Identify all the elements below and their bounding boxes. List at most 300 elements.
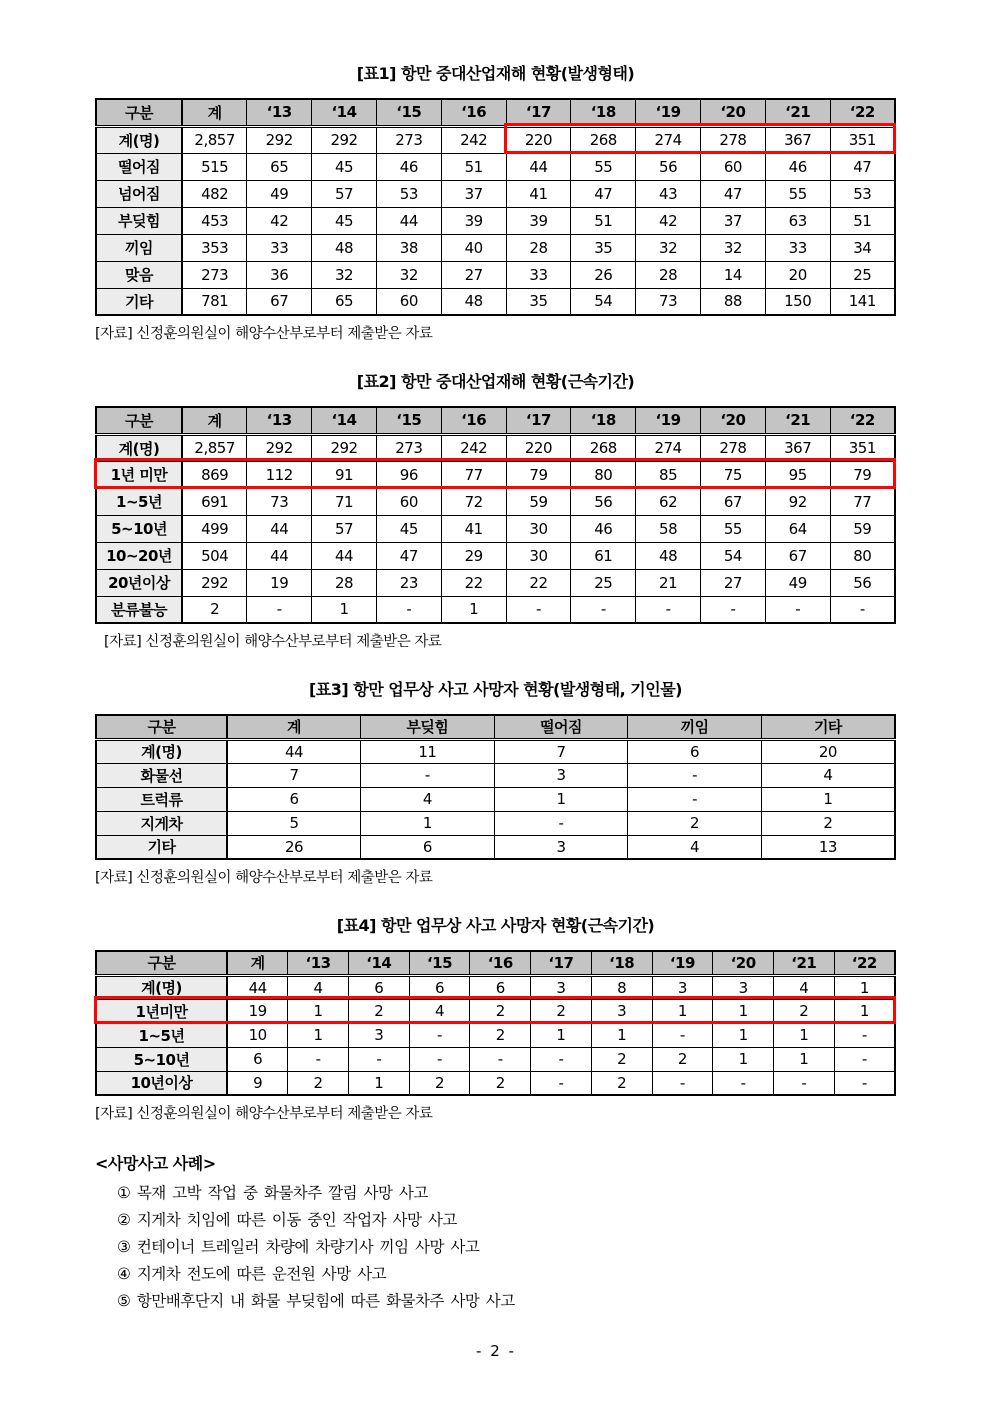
row-label: 기타 <box>96 288 182 315</box>
cell: 1 <box>494 787 628 811</box>
cell: 274 <box>636 126 701 153</box>
column-header: ‘21 <box>765 99 830 126</box>
case-item: ④ 지게차 전도에 따른 운전원 사망 사고 <box>117 1265 387 1283</box>
cell: 35 <box>571 234 636 261</box>
column-header: ‘17 <box>506 407 571 434</box>
cell: 48 <box>312 234 377 261</box>
column-header: ‘14 <box>312 407 377 434</box>
cell: - <box>506 596 571 623</box>
column-header: ‘22 <box>834 951 895 975</box>
column-header: ‘16 <box>470 951 531 975</box>
cell: 51 <box>441 153 506 180</box>
cell: 41 <box>506 180 571 207</box>
cell: 14 <box>701 261 766 288</box>
corner-header: 구분 <box>96 715 227 739</box>
cell: 6 <box>470 975 531 999</box>
cell: 4 <box>628 835 762 859</box>
cell: 54 <box>571 288 636 315</box>
cell: - <box>834 1047 895 1071</box>
page-number: - 2 - <box>476 1342 516 1360</box>
cell: 42 <box>247 207 312 234</box>
cell: - <box>247 596 312 623</box>
cell: 47 <box>830 153 895 180</box>
cell: 46 <box>765 153 830 180</box>
cell: 26 <box>227 835 361 859</box>
data-source-note: [자료] 신정훈의원실이 해양수산부로부터 제출받은 자료 <box>95 870 433 886</box>
cell: 220 <box>506 434 571 461</box>
cell: 3 <box>713 975 774 999</box>
cell: 23 <box>376 569 441 596</box>
row-label: 분류불능 <box>96 596 182 623</box>
cell: - <box>773 1071 834 1095</box>
cell: 37 <box>701 207 766 234</box>
cell: 2 <box>288 1071 349 1095</box>
table-row <box>96 596 895 623</box>
cell: 1 <box>348 1071 409 1095</box>
table-row <box>96 126 895 153</box>
row-label: 10~20년 <box>96 542 182 569</box>
column-header: ‘19 <box>652 951 713 975</box>
cell: 6 <box>227 1047 288 1071</box>
cell: 3 <box>591 999 652 1023</box>
cell: 2 <box>470 1023 531 1047</box>
case-item: ② 지게차 치임에 따른 이동 중인 작업자 사망 사고 <box>117 1211 457 1229</box>
cell: 54 <box>701 542 766 569</box>
column-header: ‘18 <box>571 99 636 126</box>
cell: 96 <box>376 461 441 488</box>
row-label: 20년이상 <box>96 569 182 596</box>
cell: 8 <box>591 975 652 999</box>
cell: 278 <box>701 434 766 461</box>
cell: 11 <box>361 739 495 763</box>
column-header: 계 <box>182 407 247 434</box>
document-content <box>95 64 896 1315</box>
row-label: 10년이상 <box>96 1071 227 1095</box>
column-header: ‘17 <box>506 99 571 126</box>
cell: 92 <box>765 488 830 515</box>
row-label: 5~10년 <box>96 515 182 542</box>
table2-section <box>95 372 896 652</box>
table-row <box>96 288 895 315</box>
table1-wrap <box>95 98 896 316</box>
row-label: 5~10년 <box>96 1047 227 1071</box>
case-item: ③ 컨테이너 트레일러 차량에 차량기사 끼임 사망 사고 <box>117 1238 480 1256</box>
cell: 2 <box>652 1047 713 1071</box>
cell: 53 <box>376 180 441 207</box>
cell: 4 <box>361 787 495 811</box>
row-label: 1~5년 <box>96 488 182 515</box>
cell: 242 <box>441 434 506 461</box>
column-header: ‘18 <box>591 951 652 975</box>
cell: 63 <box>765 207 830 234</box>
cell: - <box>652 1023 713 1047</box>
cell: - <box>571 596 636 623</box>
cell: 292 <box>312 434 377 461</box>
cell: 37 <box>441 180 506 207</box>
cell: 292 <box>312 126 377 153</box>
row-label: 맞음 <box>96 261 182 288</box>
cell: 499 <box>182 515 247 542</box>
column-header: ‘15 <box>409 951 470 975</box>
cell: 48 <box>441 288 506 315</box>
cell: 28 <box>312 569 377 596</box>
cell: - <box>628 787 762 811</box>
cell: 45 <box>312 153 377 180</box>
cell: - <box>470 1047 531 1071</box>
cell: 58 <box>636 515 701 542</box>
cell: 47 <box>701 180 766 207</box>
cell: 73 <box>247 488 312 515</box>
table-row <box>96 1023 895 1047</box>
cell: 268 <box>571 126 636 153</box>
cell: 56 <box>636 153 701 180</box>
cell: 32 <box>701 234 766 261</box>
cell: 29 <box>441 542 506 569</box>
column-header: ‘20 <box>701 407 766 434</box>
cell: 33 <box>247 234 312 261</box>
table-row <box>96 488 895 515</box>
table3-port-work-deaths-by-type-agent <box>95 714 896 860</box>
cell: - <box>494 811 628 835</box>
cell: 55 <box>765 180 830 207</box>
cell: 274 <box>636 434 701 461</box>
row-label: 1년 미만 <box>96 461 182 488</box>
table-row <box>96 515 895 542</box>
cell: 1 <box>361 811 495 835</box>
cell: 47 <box>376 542 441 569</box>
cell: - <box>765 596 830 623</box>
cell: 4 <box>773 975 834 999</box>
table-row <box>96 434 895 461</box>
table-row <box>96 835 895 859</box>
cell: 2,857 <box>182 434 247 461</box>
cell: 45 <box>376 515 441 542</box>
cell: 30 <box>506 515 571 542</box>
table-row <box>96 461 895 488</box>
table4-title: [표4] 항만 업무상 사고 사망자 현황(근속기간) <box>336 916 655 935</box>
column-header: ‘19 <box>636 99 701 126</box>
cell: 61 <box>571 542 636 569</box>
cell: 3 <box>494 835 628 859</box>
cell: 353 <box>182 234 247 261</box>
cell: 79 <box>506 461 571 488</box>
cell: 60 <box>376 288 441 315</box>
column-header: 부딪힘 <box>361 715 495 739</box>
cell: 273 <box>376 434 441 461</box>
cell: 367 <box>765 126 830 153</box>
row-label: 트럭류 <box>96 787 227 811</box>
cell: 60 <box>701 153 766 180</box>
cell: 33 <box>506 261 571 288</box>
column-header: ‘15 <box>376 99 441 126</box>
cell: 1 <box>761 787 895 811</box>
column-header: 끼임 <box>628 715 762 739</box>
cell: 44 <box>227 739 361 763</box>
cell: 72 <box>441 488 506 515</box>
cell: 39 <box>506 207 571 234</box>
cell: 13 <box>761 835 895 859</box>
cell: 22 <box>506 569 571 596</box>
cell: 1 <box>652 999 713 1023</box>
table2-title: [표2] 항만 중대산업재해 현황(근속기간) <box>356 372 635 391</box>
cell: 33 <box>765 234 830 261</box>
table-row <box>96 975 895 999</box>
cell: 85 <box>636 461 701 488</box>
cell: 1 <box>713 1047 774 1071</box>
cell: 53 <box>830 180 895 207</box>
column-header: ‘20 <box>713 951 774 975</box>
cell: - <box>636 596 701 623</box>
cell: 56 <box>830 569 895 596</box>
table-row <box>96 739 895 763</box>
cell: 7 <box>227 763 361 787</box>
cell: 453 <box>182 207 247 234</box>
cell: 80 <box>571 461 636 488</box>
cell: 112 <box>247 461 312 488</box>
cell: 67 <box>765 542 830 569</box>
cell: 292 <box>247 126 312 153</box>
cell: 28 <box>506 234 571 261</box>
cell: 59 <box>830 515 895 542</box>
table-row <box>96 569 895 596</box>
cell: 1 <box>591 1023 652 1047</box>
data-source-note: [자료] 신정훈의원실이 해양수산부로부터 제출받은 자료 <box>95 326 433 342</box>
cell: - <box>830 596 895 623</box>
cell: 44 <box>247 515 312 542</box>
table-row <box>96 542 895 569</box>
cell: 19 <box>227 999 288 1023</box>
cell: 1 <box>441 596 506 623</box>
table1-port-accidents-by-type <box>95 98 896 316</box>
cell: - <box>628 763 762 787</box>
table4-section <box>95 916 896 1124</box>
cell: 2 <box>470 999 531 1023</box>
cell: 242 <box>441 126 506 153</box>
cell: 46 <box>571 515 636 542</box>
cell: - <box>409 1023 470 1047</box>
death-cases-section <box>95 1152 896 1315</box>
cell: 367 <box>765 434 830 461</box>
cell: 273 <box>376 126 441 153</box>
column-header: 떨어짐 <box>494 715 628 739</box>
cell: 77 <box>830 488 895 515</box>
column-header: 계 <box>227 951 288 975</box>
cell: 44 <box>506 153 571 180</box>
column-header: ‘21 <box>765 407 830 434</box>
cell: 34 <box>830 234 895 261</box>
cell: 504 <box>182 542 247 569</box>
cell: 25 <box>830 261 895 288</box>
column-header: ‘13 <box>288 951 349 975</box>
cell: 2 <box>348 999 409 1023</box>
column-header: 기타 <box>761 715 895 739</box>
cell: 88 <box>701 288 766 315</box>
cell: 80 <box>830 542 895 569</box>
cell: 42 <box>636 207 701 234</box>
cell: 9 <box>227 1071 288 1095</box>
cell: 27 <box>441 261 506 288</box>
table-row <box>96 261 895 288</box>
cell: 57 <box>312 180 377 207</box>
cell: - <box>361 763 495 787</box>
table3-wrap <box>95 714 896 860</box>
cell: 32 <box>376 261 441 288</box>
column-header: ‘20 <box>701 99 766 126</box>
column-header: ‘13 <box>247 407 312 434</box>
cell: 65 <box>312 288 377 315</box>
row-label: 화물선 <box>96 763 227 787</box>
cell: 6 <box>348 975 409 999</box>
row-label: 1년미만 <box>96 999 227 1023</box>
table3-section <box>95 680 896 888</box>
cell: - <box>409 1047 470 1071</box>
cell: 1 <box>834 999 895 1023</box>
row-label: 계(명) <box>96 975 227 999</box>
column-header: ‘16 <box>441 407 506 434</box>
cell: 46 <box>376 153 441 180</box>
cell: 1 <box>531 1023 592 1047</box>
column-header: ‘14 <box>312 99 377 126</box>
cell: 57 <box>312 515 377 542</box>
cell: 40 <box>441 234 506 261</box>
column-header: ‘17 <box>531 951 592 975</box>
cell: - <box>713 1071 774 1095</box>
cell: 1 <box>773 1047 834 1071</box>
cell: 38 <box>376 234 441 261</box>
cell: 56 <box>571 488 636 515</box>
table-row <box>96 999 895 1023</box>
cell: 20 <box>761 739 895 763</box>
cell: 36 <box>247 261 312 288</box>
cell: 32 <box>312 261 377 288</box>
table-row <box>96 763 895 787</box>
cell: - <box>834 1071 895 1095</box>
column-header: ‘18 <box>571 407 636 434</box>
cell: - <box>701 596 766 623</box>
cell: 95 <box>765 461 830 488</box>
cell: 64 <box>765 515 830 542</box>
cell: 5 <box>227 811 361 835</box>
cell: 45 <box>312 207 377 234</box>
cell: 32 <box>636 234 701 261</box>
column-header: 계 <box>227 715 361 739</box>
cell: - <box>834 1023 895 1047</box>
cell: 44 <box>376 207 441 234</box>
cell: - <box>652 1071 713 1095</box>
column-header: ‘16 <box>441 99 506 126</box>
cell: 1 <box>834 975 895 999</box>
cell: 51 <box>571 207 636 234</box>
column-header: ‘14 <box>348 951 409 975</box>
table1-title: [표1] 항만 중대산업재해 현황(발생형태) <box>356 64 635 83</box>
cell: 55 <box>571 153 636 180</box>
table-row <box>96 153 895 180</box>
cell: 65 <box>247 153 312 180</box>
cell: 60 <box>376 488 441 515</box>
cell: 3 <box>652 975 713 999</box>
corner-header: 구분 <box>96 951 227 975</box>
table-row <box>96 180 895 207</box>
cell: 41 <box>441 515 506 542</box>
table3-title: [표3] 항만 업무상 사고 사망자 현황(발생형태, 기인물) <box>308 680 682 699</box>
column-header: 계 <box>182 99 247 126</box>
cell: 4 <box>288 975 349 999</box>
cell: 39 <box>441 207 506 234</box>
data-source-note: [자료] 신정훈의원실이 해양수산부로부터 제출받은 자료 <box>104 634 442 650</box>
cell: 1 <box>288 999 349 1023</box>
cell: 292 <box>182 569 247 596</box>
cell: 91 <box>312 461 377 488</box>
cell: 1 <box>288 1023 349 1047</box>
row-label: 계(명) <box>96 126 182 153</box>
cell: 51 <box>830 207 895 234</box>
column-header: ‘22 <box>830 407 895 434</box>
table-row <box>96 1047 895 1071</box>
cell: 781 <box>182 288 247 315</box>
column-header: ‘15 <box>376 407 441 434</box>
cell: 3 <box>348 1023 409 1047</box>
cell: 3 <box>494 763 628 787</box>
table4-port-work-deaths-by-tenure <box>95 950 896 1096</box>
table-row <box>96 1071 895 1095</box>
cell: 26 <box>571 261 636 288</box>
cell: 4 <box>761 763 895 787</box>
cell: 6 <box>227 787 361 811</box>
column-header: ‘22 <box>830 99 895 126</box>
cell: 49 <box>765 569 830 596</box>
cell: 44 <box>312 542 377 569</box>
cell: 19 <box>247 569 312 596</box>
row-label: 끼임 <box>96 234 182 261</box>
corner-header: 구분 <box>96 99 182 126</box>
cell: 44 <box>227 975 288 999</box>
row-label: 부딪힘 <box>96 207 182 234</box>
cell: 6 <box>628 739 762 763</box>
table-row <box>96 811 895 835</box>
case-item: ① 목재 고박 작업 중 화물차주 깔림 사망 사고 <box>117 1184 428 1202</box>
cell: 77 <box>441 461 506 488</box>
row-label: 1~5년 <box>96 1023 227 1047</box>
cell: 30 <box>506 542 571 569</box>
cell: 691 <box>182 488 247 515</box>
cell: 67 <box>247 288 312 315</box>
cell: - <box>376 596 441 623</box>
cell: 1 <box>713 999 774 1023</box>
cell: 35 <box>506 288 571 315</box>
cell: 75 <box>701 461 766 488</box>
row-label: 넘어짐 <box>96 180 182 207</box>
cell: 1 <box>713 1023 774 1047</box>
row-label: 계(명) <box>96 434 182 461</box>
cell: 220 <box>506 126 571 153</box>
cell: 1 <box>312 596 377 623</box>
cell: 2 <box>531 999 592 1023</box>
cell: 62 <box>636 488 701 515</box>
cell: 2 <box>182 596 247 623</box>
cell: 2 <box>470 1071 531 1095</box>
cell: 273 <box>182 261 247 288</box>
cell: 2 <box>409 1071 470 1095</box>
cell: 278 <box>701 126 766 153</box>
cell: 49 <box>247 180 312 207</box>
cell: 2 <box>761 811 895 835</box>
cell: 22 <box>441 569 506 596</box>
cell: 141 <box>830 288 895 315</box>
row-label: 계(명) <box>96 739 227 763</box>
cell: 21 <box>636 569 701 596</box>
corner-header: 구분 <box>96 407 182 434</box>
cell: 351 <box>830 126 895 153</box>
